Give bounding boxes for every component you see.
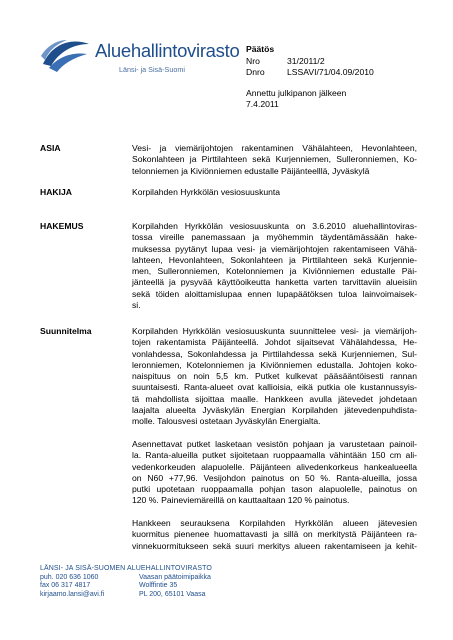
dnro-label: Dnro	[246, 67, 265, 77]
asia-line: Sokonlahteen ja Pirttilahteen sekä Kurjenniemen, Sulleronniemen, Ko-	[132, 154, 417, 165]
nro-row	[246, 56, 325, 66]
suunnitelma-line: Asennettavat putket lasketaan vesistön pohjaan ja varustetaan painoil-	[132, 438, 417, 449]
hakija-text	[132, 187, 417, 198]
suunnitelma-line: vinnekuormitukseen sekä suuri merkitys alueen rakentamiseen ja kehit-	[132, 540, 417, 551]
footer-office: Vaasan päätoimipaikka	[139, 573, 211, 581]
hakemus-line: sekä töiden aloittamislupaa ennen lupapäätöksen tuloa lainvoimaisek-	[132, 288, 417, 299]
dnro-value: LSSAVI/71/04.09/2010	[287, 67, 374, 77]
hakija-line: Korpilahden Hyrkkölän vesiosuuskunta	[132, 187, 281, 197]
suunnitelma-paragraph-2	[132, 439, 417, 507]
suunnitelma-line: Hankkeen seurauksena Korpilahden Hyrkkölän alueen jätevesien	[132, 518, 417, 529]
suunnitelma-line: kuormitus pienenee huomattavasti ja sillä on merkitystä Päijänteen ra-	[132, 529, 417, 540]
dnro-row	[246, 67, 374, 77]
footer-row	[40, 591, 212, 600]
footer-row	[40, 582, 212, 591]
hakemus-line: Korpilahden Hyrkkölän vesiosuuskunta on 3.6.2010 aluehallintoviras-	[132, 221, 417, 231]
footer-email-link[interactable]: kirjaamo.lansi@avi.fi	[40, 590, 105, 598]
suunnitelma-line: 120 %. Paineviemäreillä on kauttaaltaan 120 % painotus.	[132, 495, 350, 506]
logo-name: Aluehallintovirasto	[95, 40, 240, 61]
hakemus-line: si.	[132, 300, 141, 311]
suunnitelma-line: putki upotetaan ruoppaamalla pohjan tason alapuolelle, painotus on	[132, 484, 417, 495]
hakemus-text	[132, 221, 417, 311]
hakija-label: HAKIJA	[40, 187, 72, 197]
hakemus-line: lahteen, Hevonlahteen, Sokonlahteen ja Pirttilahteen sekä Kurjennie-	[132, 254, 417, 265]
suunnitelma-line: laajalta alueelta Jyväskylän Energian Korpilahden jätevedenpuhdista-	[132, 405, 417, 416]
asia-text	[132, 143, 417, 177]
asia-line: telonniemen ja Kiviönniemen edustalle Päijänteelllä, Jyväskylä	[132, 165, 370, 176]
footer-street: Wolffintie 35	[139, 582, 178, 590]
suunnitelma-line: vonlahdessa, Sokonlahdessa ja Pirttilahdessa sekä Kurjenniemen, Sul-	[132, 348, 417, 359]
asia-line: Vesi- ja viemärijohtojen rakentaminen Vähälahteen, Hevonlahteen,	[132, 143, 417, 153]
document-type: Päätös	[246, 44, 275, 54]
footer-row	[40, 574, 212, 583]
hakemus-label: HAKEMUS	[40, 221, 84, 231]
nro-value: 31/2011/2	[287, 56, 325, 66]
published-note: Annettu julkipanon jälkeen	[246, 88, 347, 98]
footer-postal: PL 200, 65101 Vaasa	[139, 590, 206, 598]
logo-mark-icon	[39, 34, 93, 74]
suunnitelma-paragraph-3	[132, 518, 417, 552]
suunnitelma-text	[132, 326, 417, 563]
published-date: 7.4.2011	[246, 99, 279, 109]
suunnitelma-line: la. Ranta-alueilla putket sijoitetaan ruoppaamalla vähintään 150 cm ali-	[132, 450, 417, 461]
page-footer	[40, 565, 212, 599]
agency-logo	[39, 34, 239, 84]
suunnitelma-line: suuntaisesti. Ranta-alueet ovat kallioisia, eikä putkia ole kustannussyis-	[132, 382, 417, 393]
suunnitelma-line: molle. Talousvesi ostetaan Jyväskylän Energialta.	[132, 416, 321, 427]
hakemus-line: tossa vireille panemassaan ja myöhemmin täydentämässään hake-	[132, 232, 417, 243]
suunnitelma-label: Suunnitelma	[40, 326, 92, 336]
suunnitelma-paragraph-1	[132, 326, 417, 428]
hakemus-line: muksessa pyytänyt lupaa vesi- ja viemärijohtojen rakentamiseen Vähä-	[132, 243, 417, 254]
footer-phone: puh. 020 636 1060	[40, 573, 99, 581]
suunnitelma-line: tojen rakentamista Päijänteellä. Johdot sijaitsevat Vähälahdessa, He-	[132, 337, 417, 348]
suunnitelma-line: on N60 +77,96. Vesijohdon painotus on 50 %. Ranta-alueilla, jossa	[132, 472, 417, 483]
footer-agency-name: LÄNSI- JA SISÄ-SUOMEN ALUEHALLINTOVIRASTO	[40, 565, 212, 572]
suunnitelma-line: tä mahdollista sijoittaa maalle. Hankkeen avulla jätevedet johdetaan	[132, 393, 417, 404]
asia-label: ASIA	[40, 143, 61, 153]
suunnitelma-line: naispituus on noin 5,5 km. Putket kulkevat pääsääntöisesti rannan	[132, 371, 417, 382]
hakemus-line: jänteellä ja pysyvää käyttöoikeutta hanketta varten tarvittaviin alueisiin	[132, 277, 417, 288]
logo-subtitle: Länsi- ja Sisä-Suomi	[119, 65, 185, 74]
hakemus-line: men, Sulleronniemen, Kotelonniemen ja Kiviönniemen edustalle Päi-	[132, 266, 417, 277]
footer-fax: fax 06 317 4817	[40, 582, 91, 590]
suunnitelma-line: leronniemen, Kotelonniemen ja Kiviönniemen edustalla. Johtojen koko-	[132, 359, 417, 370]
suunnitelma-line: vedenkorkeuden alapuolelle. Päijänteen alivedenkorkeus hankealueella	[132, 461, 417, 472]
suunnitelma-line: Korpilahden Hyrkkölän vesiosuuskunta suunnittelee vesi- ja viemärijoh-	[132, 326, 417, 336]
nro-label: Nro	[246, 56, 260, 66]
